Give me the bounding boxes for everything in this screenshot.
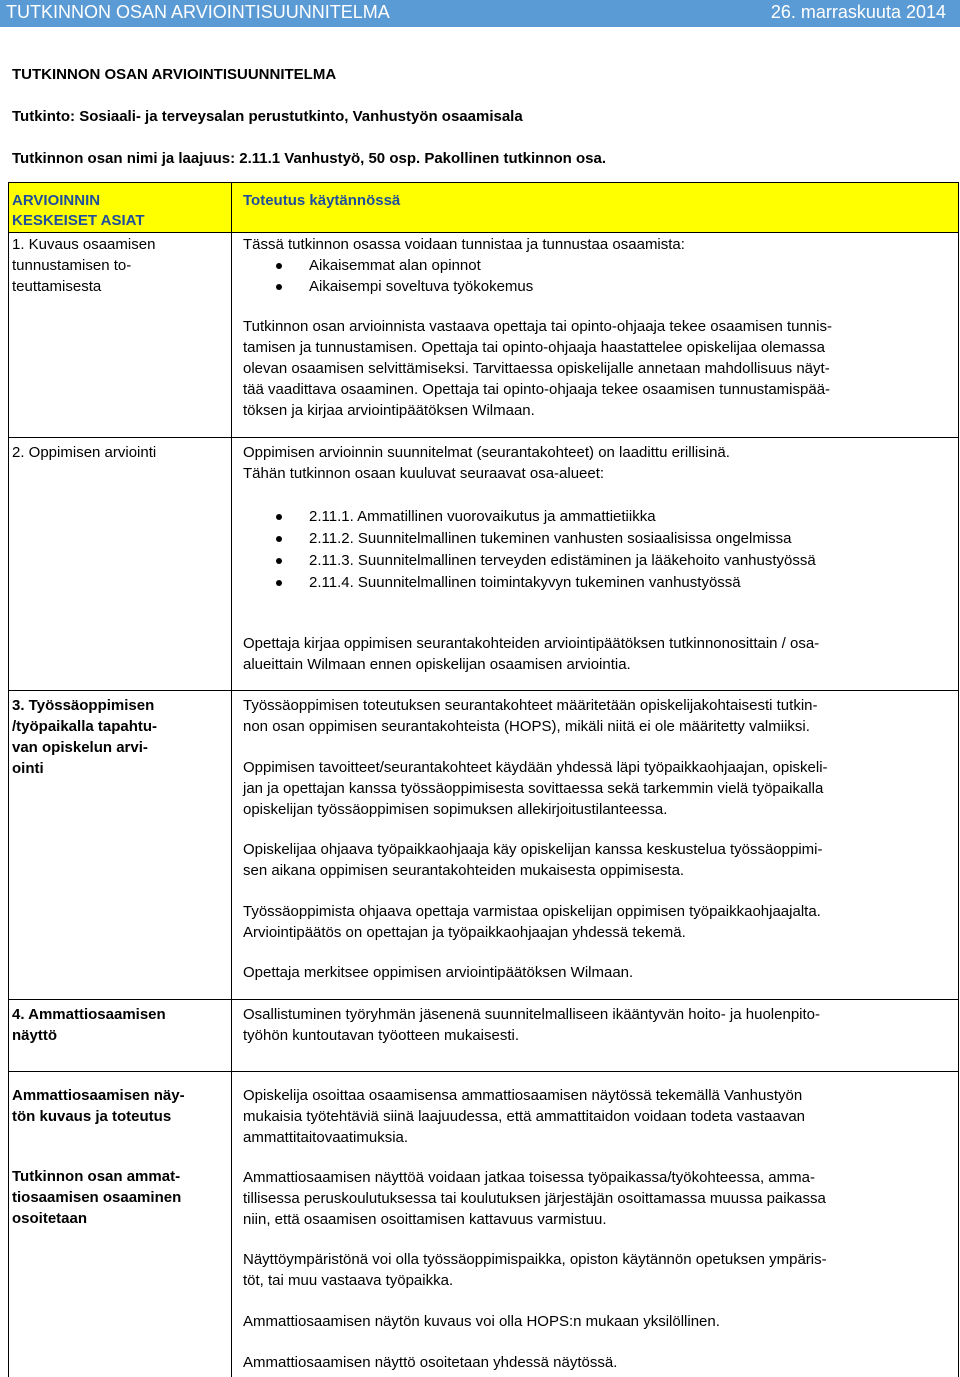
- row-border: [8, 999, 959, 1000]
- row5-p1-line-3: ammattitaitovaatimuksia.: [243, 1129, 409, 1146]
- row5-label-b-3: osoitetaan: [12, 1210, 88, 1227]
- row1-para-4: tää vaadittava osaaminen. Opettaja tai opinto-ohjaaja tekee osaamisen tunnustamispää-: [243, 381, 831, 398]
- row3-p3-line-1: Opiskelijaa ohjaava työpaikkaohjaaja käy opiskelijan kanssa keskustelua työssäoppimi-: [243, 841, 823, 858]
- row3-p2-line-1: Oppimisen tavoitteet/seurantakohteet käydään yhdessä läpi työpaikkaohjaajan, opiskeli-: [243, 759, 828, 776]
- row5-p2-line-2: tillisessa peruskoulutuksessa tai koulutuksen järjestäjän osoittamassa muussa paikassa: [243, 1190, 826, 1207]
- table-right-border: [958, 182, 959, 1377]
- row-border: [8, 1071, 959, 1072]
- row1-para-2: tamisen ja tunnustamisen. Opettaja tai opinto-ohjaaja haastattelee opiskelijaa olemassa: [243, 339, 826, 356]
- row3-p1-line-2: non osan oppimisen seurantakohteista (HOPS), mikäli niitä ei ole määritetty valmiiksi.: [243, 718, 810, 735]
- row3-label-1: 3. Työssäoppimisen: [12, 697, 155, 714]
- page-header-bar: [0, 0, 960, 27]
- row4-line-1: Osallistuminen työryhmän jäsenenä suunnitelmalliseen ikääntyvän hoito- ja huolenpito-: [243, 1006, 820, 1023]
- table-column-divider: [231, 182, 232, 1377]
- row3-p4-line-2: Arviointipäätös on opettajan ja työpaikkaohjaajan yhdessä tekemä.: [243, 924, 686, 941]
- row5-p4: Ammattiosaamisen näytön kuvaus voi olla HOPS:n mukaan yksilöllinen.: [243, 1313, 720, 1330]
- row5-p2-line-1: Ammattiosaamisen näyttöä voidaan jatkaa toisessa työpaikassa/työkohteessa, amma-: [243, 1169, 815, 1186]
- row1-para-1: Tutkinnon osan arvioinnista vastaava opettaja tai opinto-ohjaaja tekee osaamisen tunnis-: [243, 318, 832, 335]
- header-left-line-2: KESKEISET ASIAT: [12, 212, 145, 229]
- row3-p4-line-1: Työssäoppimista ohjaava opettaja varmistaa opiskelijan oppimisen työpaikkaohjaajalta.: [243, 903, 821, 920]
- row1-para-5: töksen ja kirjaa arviointipäätöksen Wilmaan.: [243, 402, 535, 419]
- row2-para-2: alueittain Wilmaan ennen opiskelijan osaamisen arviointia.: [243, 656, 631, 673]
- row2-bullet-4: 2.11.4. Suunnitelmallinen toimintakyvyn tukeminen vanhustyössä: [309, 574, 741, 591]
- row3-p2-line-3: opiskelijan työssäoppimisen sopimuksen allekirjoitustilanteessa.: [243, 801, 668, 818]
- table-header-border: [8, 232, 959, 233]
- header-date: 26. marraskuuta 2014: [770, 2, 946, 22]
- header-right: Toteutus käytännössä: [243, 192, 401, 209]
- row5-label-b-2: tiosaamisen osaaminen: [12, 1189, 182, 1206]
- row2-bullet-1: 2.11.1. Ammatillinen vuorovaikutus ja ammattietiikka: [309, 508, 656, 525]
- row1-label-3: teuttamisesta: [12, 278, 102, 295]
- row3-label-4: ointi: [12, 760, 44, 777]
- row1-label-1: 1. Kuvaus osaamisen: [12, 236, 156, 253]
- header-left-line-1: ARVIOINNIN: [12, 192, 101, 209]
- table-left-border: [8, 182, 9, 1377]
- doc-title: TUTKINNON OSAN ARVIOINTISUUNNITELMA: [12, 66, 337, 83]
- row4-label-1: 4. Ammattiosaamisen: [12, 1006, 166, 1023]
- row1-intro: Tässä tutkinnon osassa voidaan tunnistaa ja tunnustaa osaamista:: [243, 236, 685, 253]
- bullet-icon: [276, 263, 282, 269]
- row1-label-2: tunnustamisen to-: [12, 257, 132, 274]
- bullet-icon: [276, 514, 282, 520]
- row-border: [8, 437, 959, 438]
- table-top-border: [8, 182, 959, 183]
- row3-p3-line-2: sen aikana oppimisen seurantakohteiden mukaisesta oppimisesta.: [243, 862, 685, 879]
- table-header-background: [8, 182, 958, 232]
- row3-p5: Opettaja merkitsee oppimisen arviointipäätöksen Wilmaan.: [243, 964, 634, 981]
- doc-tutkinnon-osa: Tutkinnon osan nimi ja laajuus: 2.11.1 Vanhustyö, 50 osp. Pakollinen tutkinnon osa.: [12, 150, 607, 167]
- row5-p3-line-2: töt, tai muu vastaava työpaikka.: [243, 1272, 454, 1289]
- row2-label: 2. Oppimisen arviointi: [12, 444, 157, 461]
- row3-label-3: van opiskelun arvi-: [12, 739, 148, 756]
- row2-bullet-3: 2.11.3. Suunnitelmallinen terveyden edistäminen ja lääkehoito vanhustyössä: [309, 552, 816, 569]
- row5-p3-line-1: Näyttöympäristönä voi olla työssäoppimispaikka, opiston käytännön opetuksen ympäris-: [243, 1251, 827, 1268]
- doc-tutkinto: Tutkinto: Sosiaali- ja terveysalan perustutkinto, Vanhustyön osaamisala: [12, 108, 523, 125]
- row4-label-2: näyttö: [12, 1027, 57, 1044]
- row5-label-a-1: Ammattiosaamisen näy-: [12, 1087, 185, 1104]
- row5-p1-line-1: Opiskelija osoittaa osaamisensa ammattiosaamisen näytössä tekemällä Vanhustyön: [243, 1087, 803, 1104]
- row3-p1-line-1: Työssäoppimisen toteutuksen seurantakohteet määritetään opiskelijakohtaisesti tutkin-: [243, 697, 818, 714]
- row3-p2-line-2: jan ja opettajan kanssa työssäoppimisesta sovittaessa sekä tarkemmin vielä työpaikalla: [243, 780, 824, 797]
- header-title: TUTKINNON OSAN ARVIOINTISUUNNITELMA: [6, 2, 390, 22]
- row5-label-a-2: tön kuvaus ja toteutus: [12, 1108, 172, 1125]
- row2-bullet-2: 2.11.2. Suunnitelmallinen tukeminen vanhusten sosiaalisissa ongelmissa: [309, 530, 792, 547]
- row3-label-2: /työpaikalla tapahtu-: [12, 718, 158, 735]
- bullet-icon: [276, 558, 282, 564]
- row2-line-2: Tähän tutkinnon osaan kuuluvat seuraavat osa-alueet:: [243, 465, 605, 482]
- bullet-icon: [276, 536, 282, 542]
- row2-para-1: Opettaja kirjaa oppimisen seurantakohteiden arviointipäätöksen tutkinnonosittain / osa-: [243, 635, 820, 652]
- row5-label-b-1: Tutkinnon osan ammat-: [12, 1168, 181, 1185]
- bullet-icon: [276, 284, 282, 290]
- row5-p5: Ammattiosaamisen näyttö osoitetaan yhdessä näytössä.: [243, 1354, 618, 1371]
- row1-para-3: olevan osaamisen selvittämiseksi. Tarvittaessa opiskelijalle annetaan mahdollisuus näyt-: [243, 360, 830, 377]
- row1-bullet-2: Aikaisempi soveltuva työkokemus: [309, 278, 534, 295]
- row5-p1-line-2: mukaisia työtehtäviä siinä laajuudessa, että ammattitaidon voidaan todeta vastaavan: [243, 1108, 806, 1125]
- row-border: [8, 690, 959, 691]
- bullet-icon: [276, 580, 282, 586]
- row2-line-1: Oppimisen arvioinnin suunnitelmat (seurantakohteet) on laadittu erillisinä.: [243, 444, 730, 461]
- row4-line-2: työhön kuntoutavan työotteen mukaisesti.: [243, 1027, 520, 1044]
- row5-p2-line-3: niin, että osaamisen osoittamisen kattavuus varmistuu.: [243, 1211, 607, 1228]
- row1-bullet-1: Aikaisemmat alan opinnot: [309, 257, 481, 274]
